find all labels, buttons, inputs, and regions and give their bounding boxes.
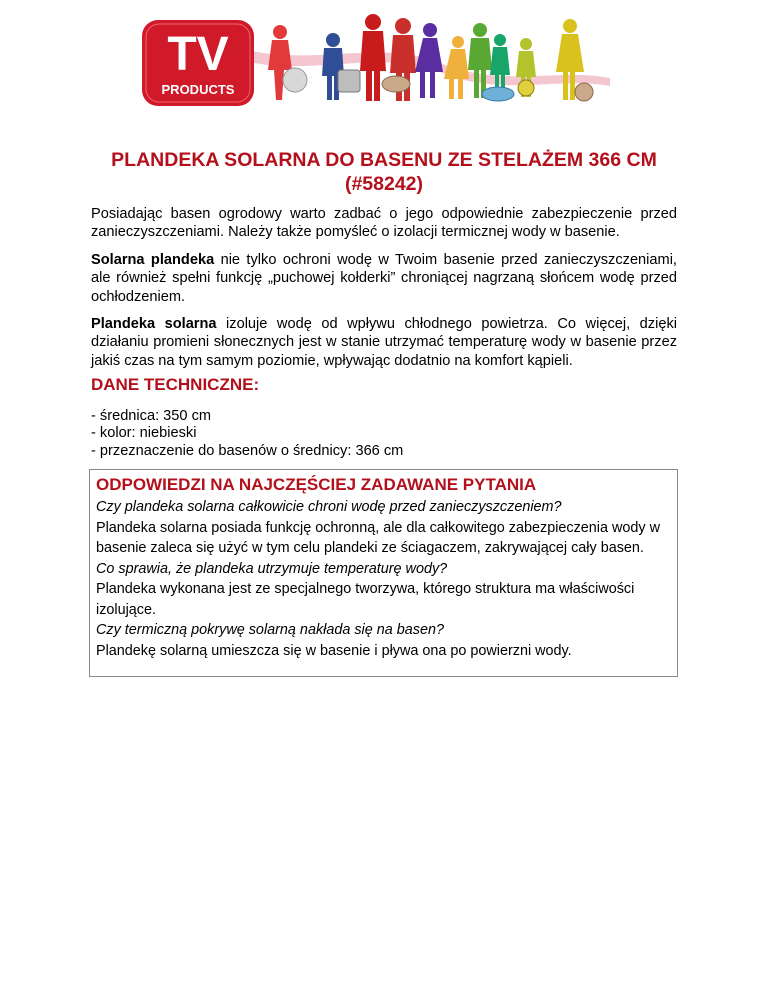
bold-term: Plandeka solarna [91,316,217,332]
spec-list [91,408,403,460]
paragraph-text: izoluje wodę od wpływu chłodnego powietrza. Co więcej, dzięki działaniu promieni słonecznych jest w stanie utrzymać temperaturę wody w basenie przez jakiś czas na tym samym poziomie, wpływając dodatnio na komfort kąpieli. [91,316,677,369]
product-image-1 [283,68,307,92]
silhouette-man-red [360,14,386,101]
silhouette-woman-orange [444,36,469,99]
banner-graphic [140,8,620,116]
description-paragraph [91,251,677,306]
faq-answer: Plandeka wykonana jest ze specjalnego tworzywa, którego struktura ma właściwości izolujące. [96,581,635,618]
faq-answer: Plandekę solarną umieszcza się w basenie i pływa ona po powierzni wody. [96,642,572,659]
product-image-3 [382,76,410,92]
bold-term: Solarna plandeka [91,252,215,268]
tech-heading: DANE TECHNICZNE: [91,375,260,394]
title-line-2: (#58242) [344,173,424,195]
page-title [0,148,768,196]
intro-paragraph: Posiadając basen ogrodowy warto zadbać o jego odpowiednie zabezpieczenie przed zanieczyszczeniami. Należy także pomyśleć o izolacji termicznej wody w basenie. [91,206,677,241]
title-line-1: PLANDEKA SOLARNA DO BASENU ZE STELAŻEM 366 CM [111,149,657,171]
faq-question: Czy plandeka solarna całkowicie chroni wodę przed zanieczyszczeniem? [96,499,562,515]
faq-heading: ODPOWIEDZI NA NAJCZĘŚCIEJ ZADAWANE PYTANIA [96,475,537,494]
silhouette-woman-purple [415,23,443,98]
spec-item: - średnica: 350 cm [91,408,212,424]
spec-item: - kolor: niebieski [91,425,197,442]
silhouette-man-green [468,23,492,98]
product-image-4 [482,87,514,101]
insulation-paragraph [91,315,677,370]
logo-tv-text: TV [167,28,229,81]
product-image-2 [338,70,360,92]
tv-products-logo [142,20,254,106]
logo-products-text: PRODUCTS [161,82,235,97]
spec-item: - przeznaczenie do basenów o średnicy: 366 cm [91,442,404,459]
faq-question: Czy termiczną pokrywę solarną nakłada się na basen? [96,622,444,638]
faq-box [89,469,678,677]
faq-answer: Plandeka solarna posiada funkcję ochronną, ale dla całkowitego zabezpieczenia wody w basenie zaleca się użyć w tym celu plandeki ze ściagaczem, zakrywającej cały basen. [96,519,660,556]
faq-question: Co sprawia, że plandeka utrzymuje temperaturę wody? [96,560,448,577]
paragraph-text: nie tylko ochroni wodę w Twoim basenie przed zanieczyszczeniami, ale również spełni funkcję „puchowej kołderki” chroniącej nagrzaną słońcem wodę przed ochłodzeniem. [91,252,677,305]
header-banner [140,8,620,116]
product-image-6 [575,83,593,101]
product-image-5 [518,80,534,96]
